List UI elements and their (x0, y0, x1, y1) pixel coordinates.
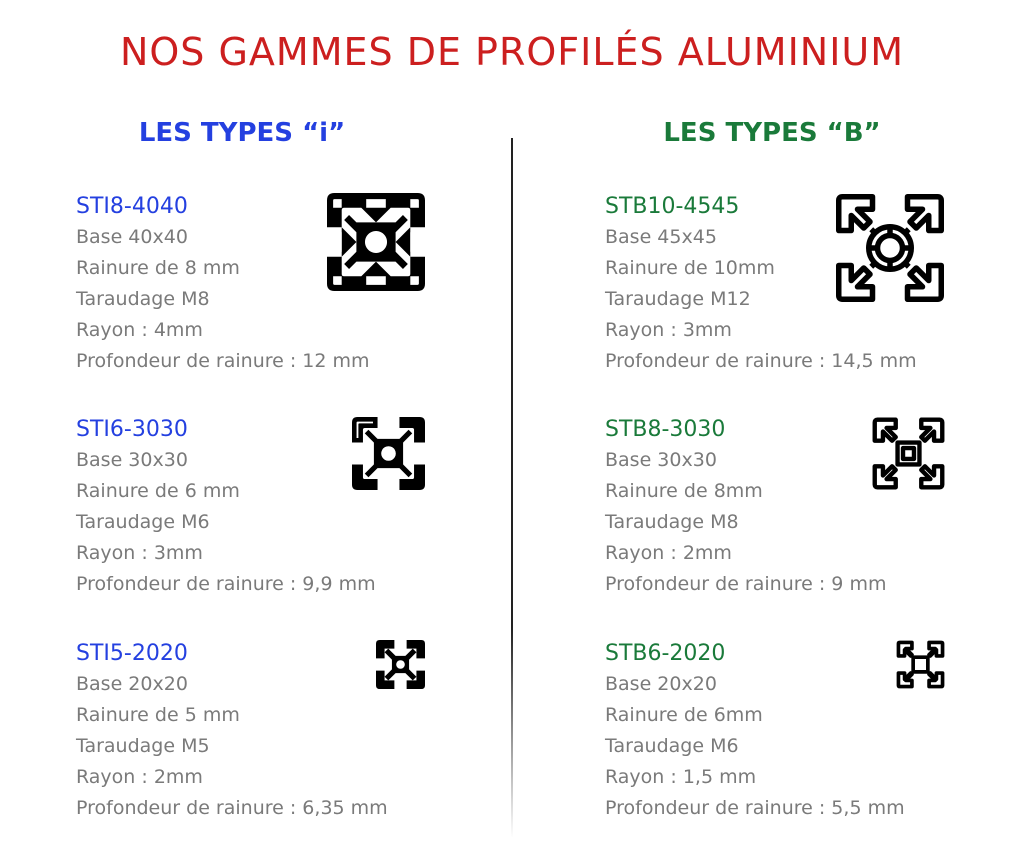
profile-spec: Taraudage M12 (605, 288, 751, 310)
aluminium-profile-2020-icon (896, 640, 945, 689)
profile-spec: Rayon : 2mm (605, 542, 732, 564)
aluminium-profile-4040-icon (327, 193, 425, 291)
profile-spec: Profondeur de rainure : 5,5 mm (605, 797, 905, 819)
profile-name: STI5-2020 (76, 641, 188, 666)
profile-spec: Rayon : 3mm (605, 319, 732, 341)
profile-name: STB8-3030 (605, 417, 726, 442)
profile-spec: Base 30x30 (605, 449, 717, 471)
profile-spec: Rainure de 8mm (605, 480, 763, 502)
profile-spec: Rayon : 2mm (76, 766, 203, 788)
profile-stb6-2020 (605, 639, 1024, 824)
profile-spec: Taraudage M8 (605, 511, 739, 533)
profile-spec: Profondeur de rainure : 9 mm (605, 573, 887, 595)
profile-spec: Taraudage M5 (76, 735, 210, 757)
profile-sti6-3030 (76, 415, 516, 600)
aluminium-profile-3030-icon (872, 417, 945, 490)
aluminium-profile-4545-icon (835, 193, 945, 303)
profile-spec: Profondeur de rainure : 14,5 mm (605, 350, 917, 372)
page-title: NOS GAMMES DE PROFILÉS ALUMINIUM (119, 30, 905, 74)
profile-spec: Rayon : 1,5 mm (605, 766, 757, 788)
profile-spec: Rainure de 5 mm (76, 704, 240, 726)
profile-name: STI8-4040 (76, 194, 188, 219)
profile-spec: Rainure de 10mm (605, 257, 775, 279)
profile-spec: Rainure de 6mm (605, 704, 763, 726)
profile-name: STI6-3030 (76, 417, 188, 442)
profile-sti5-2020 (76, 639, 516, 824)
profile-stb10-4545 (605, 192, 1024, 377)
profile-spec: Taraudage M6 (605, 735, 739, 757)
types-b-heading: LES TYPES “B” (663, 118, 881, 148)
types-i-heading: LES TYPES “i” (138, 118, 346, 148)
profile-name: STB10-4545 (605, 194, 740, 219)
aluminium-profile-3030-icon (352, 417, 425, 490)
profile-spec: Taraudage M8 (76, 288, 210, 310)
profile-spec: Base 20x20 (605, 673, 717, 695)
profile-spec: Profondeur de rainure : 9,9 mm (76, 573, 376, 595)
profile-spec: Base 40x40 (76, 226, 188, 248)
aluminium-profile-2020-icon (376, 640, 425, 689)
profile-spec: Profondeur de rainure : 6,35 mm (76, 797, 388, 819)
profile-spec: Base 20x20 (76, 673, 188, 695)
profile-spec: Profondeur de rainure : 12 mm (76, 350, 370, 372)
profile-stb8-3030 (605, 415, 1024, 600)
profile-spec: Rayon : 4mm (76, 319, 203, 341)
profile-spec: Taraudage M6 (76, 511, 210, 533)
profile-spec: Base 45x45 (605, 226, 717, 248)
profile-sti8-4040 (76, 192, 516, 377)
profile-spec: Rayon : 3mm (76, 542, 203, 564)
profile-spec: Base 30x30 (76, 449, 188, 471)
profile-spec: Rainure de 8 mm (76, 257, 240, 279)
profile-name: STB6-2020 (605, 641, 726, 666)
profile-spec: Rainure de 6 mm (76, 480, 240, 502)
